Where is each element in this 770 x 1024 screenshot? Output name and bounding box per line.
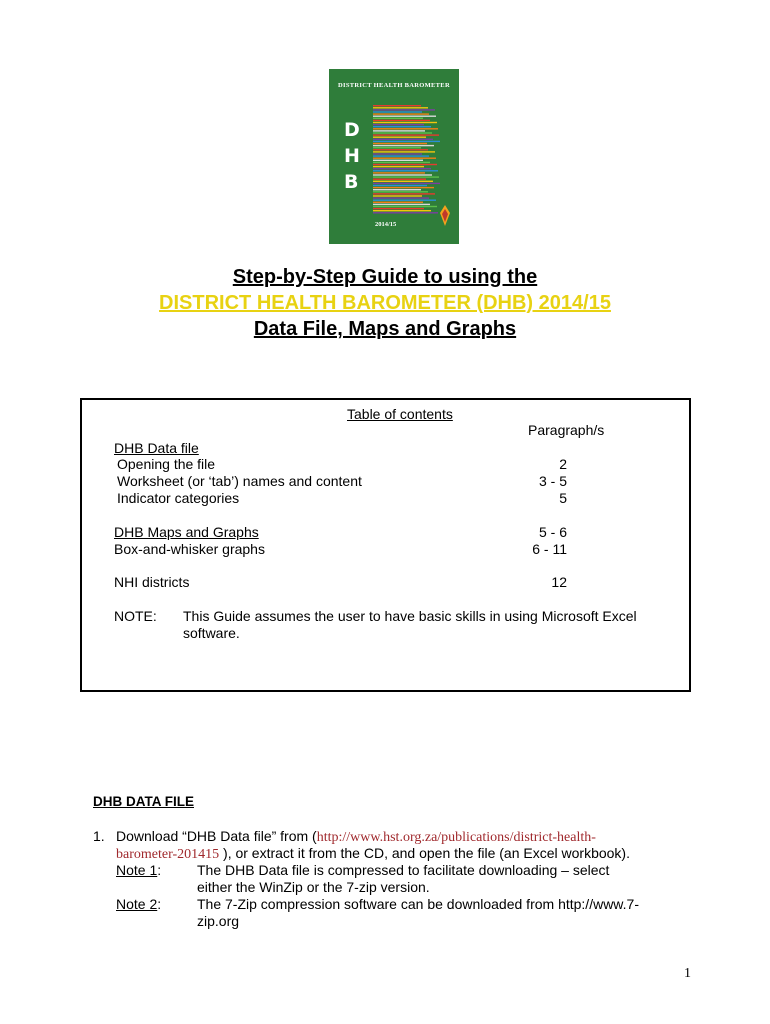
toc-section-maps-graphs: DHB Maps and Graphs bbox=[114, 524, 259, 540]
note-2-text-line-1: The 7-Zip compression software can be downloaded from http://www.7- bbox=[197, 896, 639, 912]
cover-stripe bbox=[373, 181, 433, 182]
cover-stripe bbox=[373, 204, 430, 205]
toc-note-text-line-1: This Guide assumes the user to have basic skills in using Microsoft Excel bbox=[183, 608, 637, 624]
cover-image bbox=[329, 69, 459, 244]
toc-note-text-line-2: software. bbox=[183, 625, 240, 641]
cover-stripe bbox=[373, 134, 439, 135]
cover-title: DISTRICT HEALTH BAROMETER bbox=[338, 82, 450, 89]
toc-column-heading: Paragraph/s bbox=[528, 422, 605, 438]
note-2-label: Note 2 bbox=[116, 896, 158, 912]
note-1-text-line-2: either the WinZip or the 7-zip version. bbox=[197, 879, 430, 895]
toc-item-paragraph: 5 bbox=[559, 490, 567, 506]
toc-heading: Table of contents bbox=[347, 406, 453, 422]
cover-stripe bbox=[373, 113, 429, 114]
toc-section-data-file: DHB Data file bbox=[114, 440, 199, 456]
note-1-label-group bbox=[116, 862, 161, 878]
list-item-text: Download “DHB Data file” from ( bbox=[116, 828, 317, 844]
toc-item-paragraph: 6 - 11 bbox=[532, 541, 567, 557]
cover-stripe bbox=[373, 200, 436, 201]
toc-item-label: Indicator categories bbox=[117, 490, 240, 506]
cover-stripe bbox=[373, 111, 422, 112]
title-line-1: Step-by-Step Guide to using the bbox=[232, 266, 538, 288]
cover-stripe bbox=[373, 130, 425, 131]
cover-stripe bbox=[373, 202, 423, 203]
cover-stripe bbox=[373, 141, 440, 142]
cover-stripe bbox=[373, 166, 424, 167]
cover-stripe bbox=[373, 164, 437, 165]
list-item-text: ), or extract it from the CD, and open the file (an Excel workbook). bbox=[219, 845, 630, 861]
toc-item-paragraph: 3 - 5 bbox=[538, 473, 567, 489]
cover-logo-icon bbox=[437, 204, 453, 228]
cover-stripe bbox=[373, 137, 426, 138]
cover-stripe bbox=[373, 183, 440, 184]
download-link-continued[interactable]: barometer-201415 bbox=[116, 847, 220, 862]
section-heading: DHB DATA FILE bbox=[93, 794, 194, 809]
note-1-text-line-1: The DHB Data file is compressed to facilitate downloading – select bbox=[197, 862, 610, 878]
download-link[interactable]: http://www.hst.org.za/publications/district-health- bbox=[316, 830, 596, 845]
cover-stripe bbox=[373, 191, 428, 192]
cover-stripe bbox=[373, 105, 421, 106]
cover-stripe bbox=[373, 185, 427, 186]
cover-stripe bbox=[373, 155, 429, 156]
cover-stripe bbox=[373, 162, 430, 163]
toc-nhi-paragraph: 12 bbox=[551, 574, 567, 590]
cover-letter-d: D bbox=[344, 119, 360, 141]
cover-stripe bbox=[373, 208, 424, 209]
cover-stripe bbox=[373, 126, 431, 127]
toc-nhi-label: NHI districts bbox=[114, 574, 190, 590]
page-number: 1 bbox=[684, 966, 691, 981]
cover-stripe bbox=[373, 212, 438, 213]
cover-letter-h: H bbox=[344, 145, 360, 167]
toc-item-label: Box-and-whisker graphs bbox=[114, 541, 265, 557]
cover-stripe bbox=[373, 197, 429, 198]
cover-stripe bbox=[373, 124, 424, 125]
cover-stripe bbox=[373, 189, 421, 190]
cover-stripe bbox=[373, 122, 437, 123]
cover-stripe bbox=[373, 132, 432, 133]
cover-stripe bbox=[373, 151, 435, 152]
cover-stripe bbox=[373, 170, 438, 171]
cover-stripe bbox=[373, 143, 427, 144]
cover-stripe bbox=[373, 158, 436, 159]
cover-stripe bbox=[373, 147, 421, 148]
cover-letter-b: B bbox=[344, 171, 359, 193]
cover-stripe bbox=[373, 172, 425, 173]
cover-stripe bbox=[373, 206, 437, 207]
cover-stripe bbox=[373, 193, 435, 194]
cover-stripe bbox=[373, 187, 434, 188]
note-1-label: Note 1 bbox=[116, 862, 158, 878]
cover-stripe bbox=[373, 176, 439, 177]
cover-stripe bbox=[373, 160, 423, 161]
note-1-colon: : bbox=[157, 862, 162, 878]
note-2-text-line-2: zip.org bbox=[197, 913, 240, 929]
cover-stripe bbox=[373, 120, 430, 121]
toc-item-label: Opening the file bbox=[117, 456, 216, 472]
toc-section-paragraph: 5 - 6 bbox=[538, 524, 567, 540]
cover-stripe bbox=[373, 128, 438, 129]
cover-stripe bbox=[373, 174, 432, 175]
cover-stripe bbox=[373, 118, 423, 119]
cover-stripe bbox=[373, 116, 436, 117]
cover-stripe bbox=[373, 139, 433, 140]
cover-stripe bbox=[373, 145, 434, 146]
cover-stripe bbox=[373, 179, 426, 180]
cover-stripe bbox=[373, 107, 428, 108]
toc-item-paragraph: 2 bbox=[559, 456, 567, 472]
cover-stripe bbox=[373, 210, 431, 211]
list-item-text-line-1 bbox=[116, 828, 596, 846]
toc-item-label: Worksheet (or ‘tab’) names and content bbox=[117, 473, 362, 489]
cover-stripe bbox=[373, 149, 428, 150]
cover-year: 2014/15 bbox=[375, 221, 397, 228]
title-line-2: DISTRICT HEALTH BAROMETER (DHB) 2014/15 bbox=[159, 292, 611, 314]
cover-stripe bbox=[373, 168, 431, 169]
toc-note-label: NOTE: bbox=[114, 608, 157, 624]
cover-stripe bbox=[373, 109, 435, 110]
cover-stripe bbox=[373, 153, 422, 154]
cover-stripes-graphic bbox=[371, 105, 443, 215]
title-line-3: Data File, Maps and Graphs bbox=[253, 318, 517, 340]
list-item-text-line-2 bbox=[116, 845, 630, 863]
list-item-number: 1. bbox=[93, 828, 105, 844]
cover-stripe bbox=[373, 195, 422, 196]
note-2-colon: : bbox=[157, 896, 162, 912]
note-2-label-group bbox=[116, 896, 161, 912]
